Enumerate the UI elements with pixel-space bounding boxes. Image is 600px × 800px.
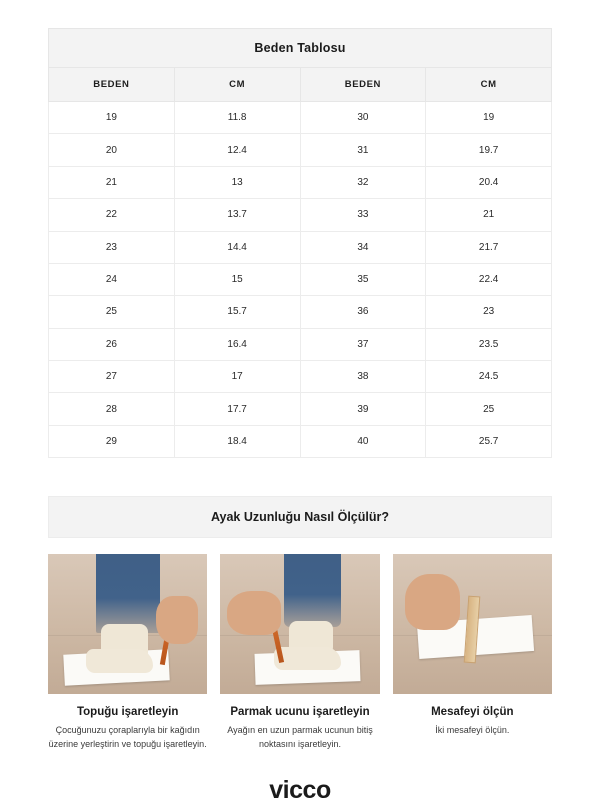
- measure-step-3: [393, 554, 552, 751]
- size-table-title: Beden Tablosu: [48, 28, 552, 67]
- cell-beden-1: 24: [49, 263, 175, 295]
- cell-cm-1: 17.7: [174, 393, 300, 425]
- table-row: [49, 296, 552, 328]
- cell-beden-2: 35: [300, 263, 426, 295]
- table-row: [49, 393, 552, 425]
- step-2-description: Ayağın en uzun parmak ucunun bitiş noktasını işaretleyin.: [227, 725, 373, 749]
- cell-cm-2: 23: [426, 296, 552, 328]
- size-table: [48, 67, 552, 458]
- measure-step-1: [48, 554, 207, 751]
- cell-beden-1: 23: [49, 231, 175, 263]
- column-header-beden-2: BEDEN: [300, 68, 426, 102]
- table-row: [49, 199, 552, 231]
- hand-icon: [156, 596, 197, 644]
- measure-title: Ayak Uzunluğu Nasıl Ölçülür?: [48, 496, 552, 538]
- cell-beden-1: 27: [49, 361, 175, 393]
- cell-cm-2: 21: [426, 199, 552, 231]
- step-3-title: Mesafeyi ölçün: [431, 706, 514, 719]
- cell-cm-2: 20.4: [426, 166, 552, 198]
- cell-cm-2: 25: [426, 393, 552, 425]
- cell-cm-1: 14.4: [174, 231, 300, 263]
- cell-beden-1: 25: [49, 296, 175, 328]
- column-header-cm-1: CM: [174, 68, 300, 102]
- table-row: [49, 425, 552, 457]
- table-row: [49, 134, 552, 166]
- step-3-description: İki mesafeyi ölçün.: [435, 725, 510, 736]
- column-header-beden-1: BEDEN: [49, 68, 175, 102]
- cell-beden-2: 40: [300, 425, 426, 457]
- step-3-photo: [393, 554, 552, 694]
- cell-beden-1: 29: [49, 425, 175, 457]
- cell-cm-2: 23.5: [426, 328, 552, 360]
- cell-beden-1: 20: [49, 134, 175, 166]
- cell-cm-1: 11.8: [174, 102, 300, 134]
- cell-beden-2: 30: [300, 102, 426, 134]
- brand-logo: vicco: [269, 776, 331, 800]
- measure-section: [48, 496, 552, 751]
- step-1-title: Topuğu işaretleyin: [76, 706, 179, 719]
- cell-beden-1: 22: [49, 199, 175, 231]
- cell-cm-1: 17: [174, 361, 300, 393]
- step-1-description: Çocuğunuzu çoraplarıyla bir kağıdın üzerine yerleştirin ve topuğu işaretleyin.: [48, 725, 207, 749]
- cell-cm-1: 13.7: [174, 199, 300, 231]
- cell-cm-2: 24.5: [426, 361, 552, 393]
- cell-beden-2: 32: [300, 166, 426, 198]
- table-row: [49, 361, 552, 393]
- measure-step-2: [220, 554, 379, 751]
- cell-beden-1: 26: [49, 328, 175, 360]
- measure-steps: [48, 554, 552, 751]
- cell-beden-2: 33: [300, 199, 426, 231]
- hand-icon: [405, 574, 459, 630]
- cell-cm-2: 25.7: [426, 425, 552, 457]
- cell-cm-2: 19.7: [426, 134, 552, 166]
- cell-cm-1: 15: [174, 263, 300, 295]
- table-header-row: [49, 68, 552, 102]
- table-row: [49, 328, 552, 360]
- cell-beden-1: 21: [49, 166, 175, 198]
- cell-beden-2: 37: [300, 328, 426, 360]
- cell-cm-2: 21.7: [426, 231, 552, 263]
- size-guide-page: [0, 28, 600, 800]
- cell-beden-1: 19: [49, 102, 175, 134]
- cell-cm-1: 16.4: [174, 328, 300, 360]
- cell-cm-2: 22.4: [426, 263, 552, 295]
- table-row: [49, 102, 552, 134]
- cell-beden-2: 36: [300, 296, 426, 328]
- cell-beden-2: 34: [300, 231, 426, 263]
- step-2-title: Parmak ucunu işaretleyin: [230, 706, 370, 719]
- table-row: [49, 166, 552, 198]
- cell-cm-1: 18.4: [174, 425, 300, 457]
- step-2-photo: [220, 554, 379, 694]
- cell-cm-1: 12.4: [174, 134, 300, 166]
- table-row: [49, 263, 552, 295]
- hand-icon: [227, 591, 281, 636]
- cell-beden-1: 28: [49, 393, 175, 425]
- column-header-cm-2: CM: [426, 68, 552, 102]
- cell-beden-2: 31: [300, 134, 426, 166]
- cell-cm-2: 19: [426, 102, 552, 134]
- table-row: [49, 231, 552, 263]
- cell-beden-2: 39: [300, 393, 426, 425]
- cell-cm-1: 15.7: [174, 296, 300, 328]
- footer: [0, 776, 600, 800]
- cell-cm-1: 13: [174, 166, 300, 198]
- step-1-photo: [48, 554, 207, 694]
- size-table-section: [48, 28, 552, 458]
- cell-beden-2: 38: [300, 361, 426, 393]
